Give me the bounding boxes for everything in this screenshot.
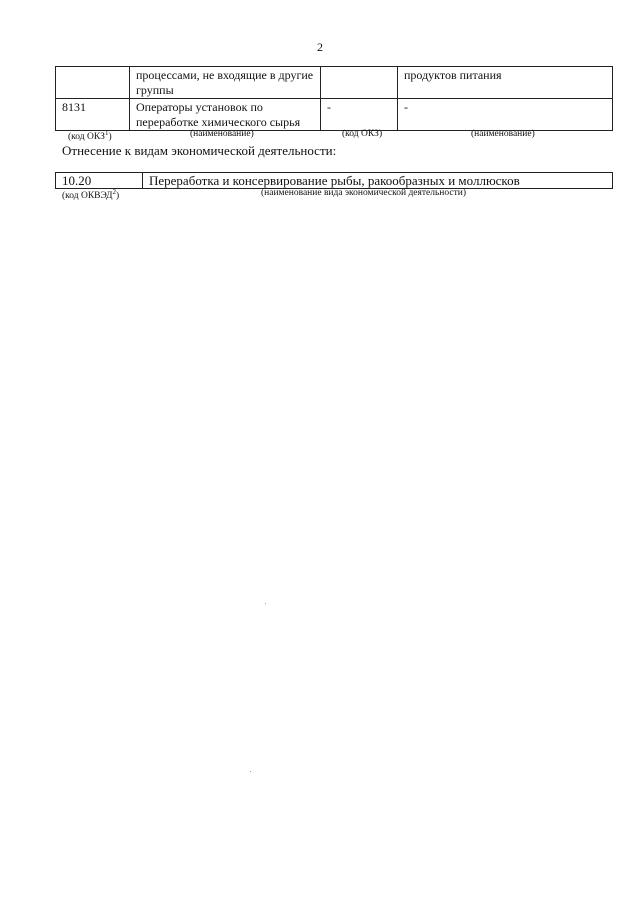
caption-okz-code: (код ОКЗ$^1$) xyxy=(68,129,112,143)
caption-okved-code-text: (код ОКВЭД xyxy=(62,191,113,202)
table-row xyxy=(56,99,613,131)
page-number: 2 xyxy=(317,40,323,54)
related-occupation-name-cell: - xyxy=(398,99,613,131)
footnote-marker: 2 xyxy=(112,188,116,196)
okved-name-cell: Переработка и консервирование рыбы, ракообразных и моллюсков xyxy=(143,173,613,189)
related-okz-code-cell: - xyxy=(321,99,398,131)
caption-okved-code: (код ОКВЭД$^2$) xyxy=(62,188,120,202)
okz-code-cell xyxy=(56,67,130,99)
table-row xyxy=(56,67,613,99)
section-heading: Отнесение к видам экономической деятельности: xyxy=(62,143,337,158)
okz-code-cell: 8131 xyxy=(56,99,130,131)
caption-okz-code-text: (код ОКЗ xyxy=(68,132,105,143)
occupation-name-cell: процессами, не входящие в другие группы xyxy=(130,67,321,99)
caption-related-okz-code: (код ОКЗ) xyxy=(342,129,383,139)
occupation-table xyxy=(55,66,613,131)
scan-speck xyxy=(265,603,266,604)
scan-speck xyxy=(250,771,251,772)
okved-table xyxy=(55,172,613,189)
footnote-marker: 1 xyxy=(104,129,109,137)
related-okz-code-cell xyxy=(321,67,398,99)
related-occupation-name-cell: продуктов питания xyxy=(398,67,613,99)
table-row xyxy=(56,173,613,189)
caption-name: (наименование) xyxy=(190,129,254,139)
occupation-name-cell: Операторы установок по переработке химического сырья xyxy=(130,99,321,131)
caption-okved-name: (наименование вида экономической деятельности) xyxy=(261,188,466,198)
caption-related-name: (наименование) xyxy=(471,129,535,139)
okved-code-cell: 10.20 xyxy=(56,173,143,189)
